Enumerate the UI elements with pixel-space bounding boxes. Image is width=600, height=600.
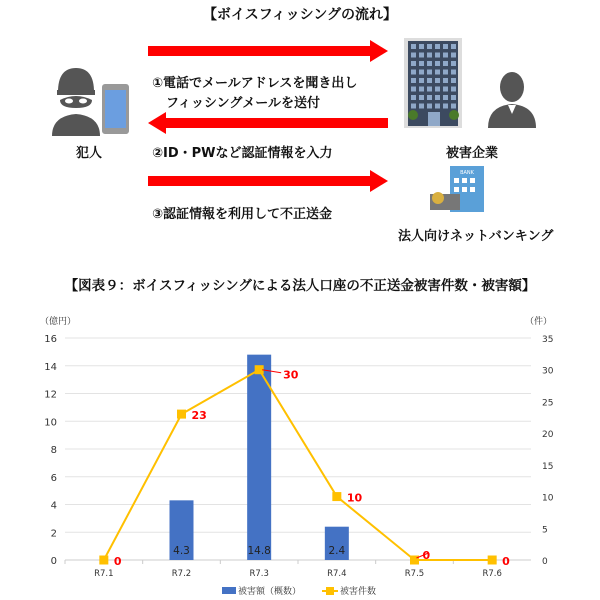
victim-person-icon [486,70,538,128]
bank-label: 法人向けネットバンキング [398,229,554,244]
office-building-icon [404,38,464,128]
line-data-label: 10 [346,491,363,505]
smartphone-icon [102,84,129,134]
line-data-label: 0 [422,549,431,562]
legend-line-marker [326,587,334,595]
line-data-label: 23 [191,409,207,423]
step2-text: ②ID・PWなど認証情報を入力 [152,146,333,161]
legend-bar-swatch [222,587,236,594]
line-marker [488,556,497,565]
arrow-step3 [148,170,388,192]
line-marker [332,492,341,501]
x-tick-label: R7.6 [482,569,502,579]
legend-bar-label: 被害額（概数） [238,587,302,597]
chart-title: 【図表９：ボイスフィッシングによる法人口座の不正送金被害件数・被害額】 [64,278,536,294]
bar-data-label: 2.4 [328,545,346,557]
left-tick-label: 6 [50,472,57,484]
bar-damage-amount [247,355,271,560]
right-tick-label: 20 [542,430,554,441]
legend-line-label: 被害件数 [340,587,377,597]
line-marker [177,410,186,419]
right-tick-label: 30 [542,366,554,377]
right-tick-label: 5 [542,525,548,536]
left-tick-label: 14 [44,361,57,373]
right-tick-label: 25 [542,398,554,409]
criminal-icon [52,64,134,139]
step1-line1: ①電話でメールアドレスを聞き出し [152,76,358,91]
line-marker [99,556,108,565]
bank-sign: BANK [460,170,474,176]
line-data-label: 0 [502,555,510,568]
x-tick-label: R7.1 [94,569,114,579]
right-tick-label: 10 [542,493,554,504]
x-tick-label: R7.3 [249,569,269,579]
chart [0,300,600,600]
x-tick-label: R7.2 [171,569,192,579]
x-tick-label: R7.5 [404,569,425,579]
bank-icon [428,164,494,214]
bar-data-label: 14.8 [247,545,271,557]
arrow-step2 [148,112,388,134]
left-tick-label: 16 [44,334,57,345]
right-tick-label: 0 [542,557,548,567]
left-tick-label: 4 [50,500,57,512]
line-marker [410,556,419,565]
step3-text: ③認証情報を利用して不正送金 [152,207,333,222]
criminal-label: 犯人 [76,146,103,161]
x-tick-label: R7.4 [327,569,347,579]
line-case-count [104,370,492,560]
left-tick-label: 0 [50,556,57,567]
left-tick-label: 8 [50,445,57,456]
left-tick-label: 12 [44,389,57,401]
line-data-label: 0 [113,555,122,568]
right-tick-label: 35 [542,335,554,345]
arrow-step1 [148,40,388,62]
right-tick-label: 15 [542,461,554,472]
right-axis-unit: （件） [525,317,553,327]
left-tick-label: 2 [50,528,57,540]
left-axis-unit: （億円） [40,317,77,327]
left-tick-label: 10 [44,417,57,429]
step1-line2: フィッシングメールを送付 [166,96,320,111]
flow-title: 【ボイスフィッシングの流れ】 [202,7,398,23]
line-data-label: 30 [283,368,299,382]
victim-label: 被害企業 [446,146,499,161]
bar-data-label: 4.3 [173,545,190,557]
